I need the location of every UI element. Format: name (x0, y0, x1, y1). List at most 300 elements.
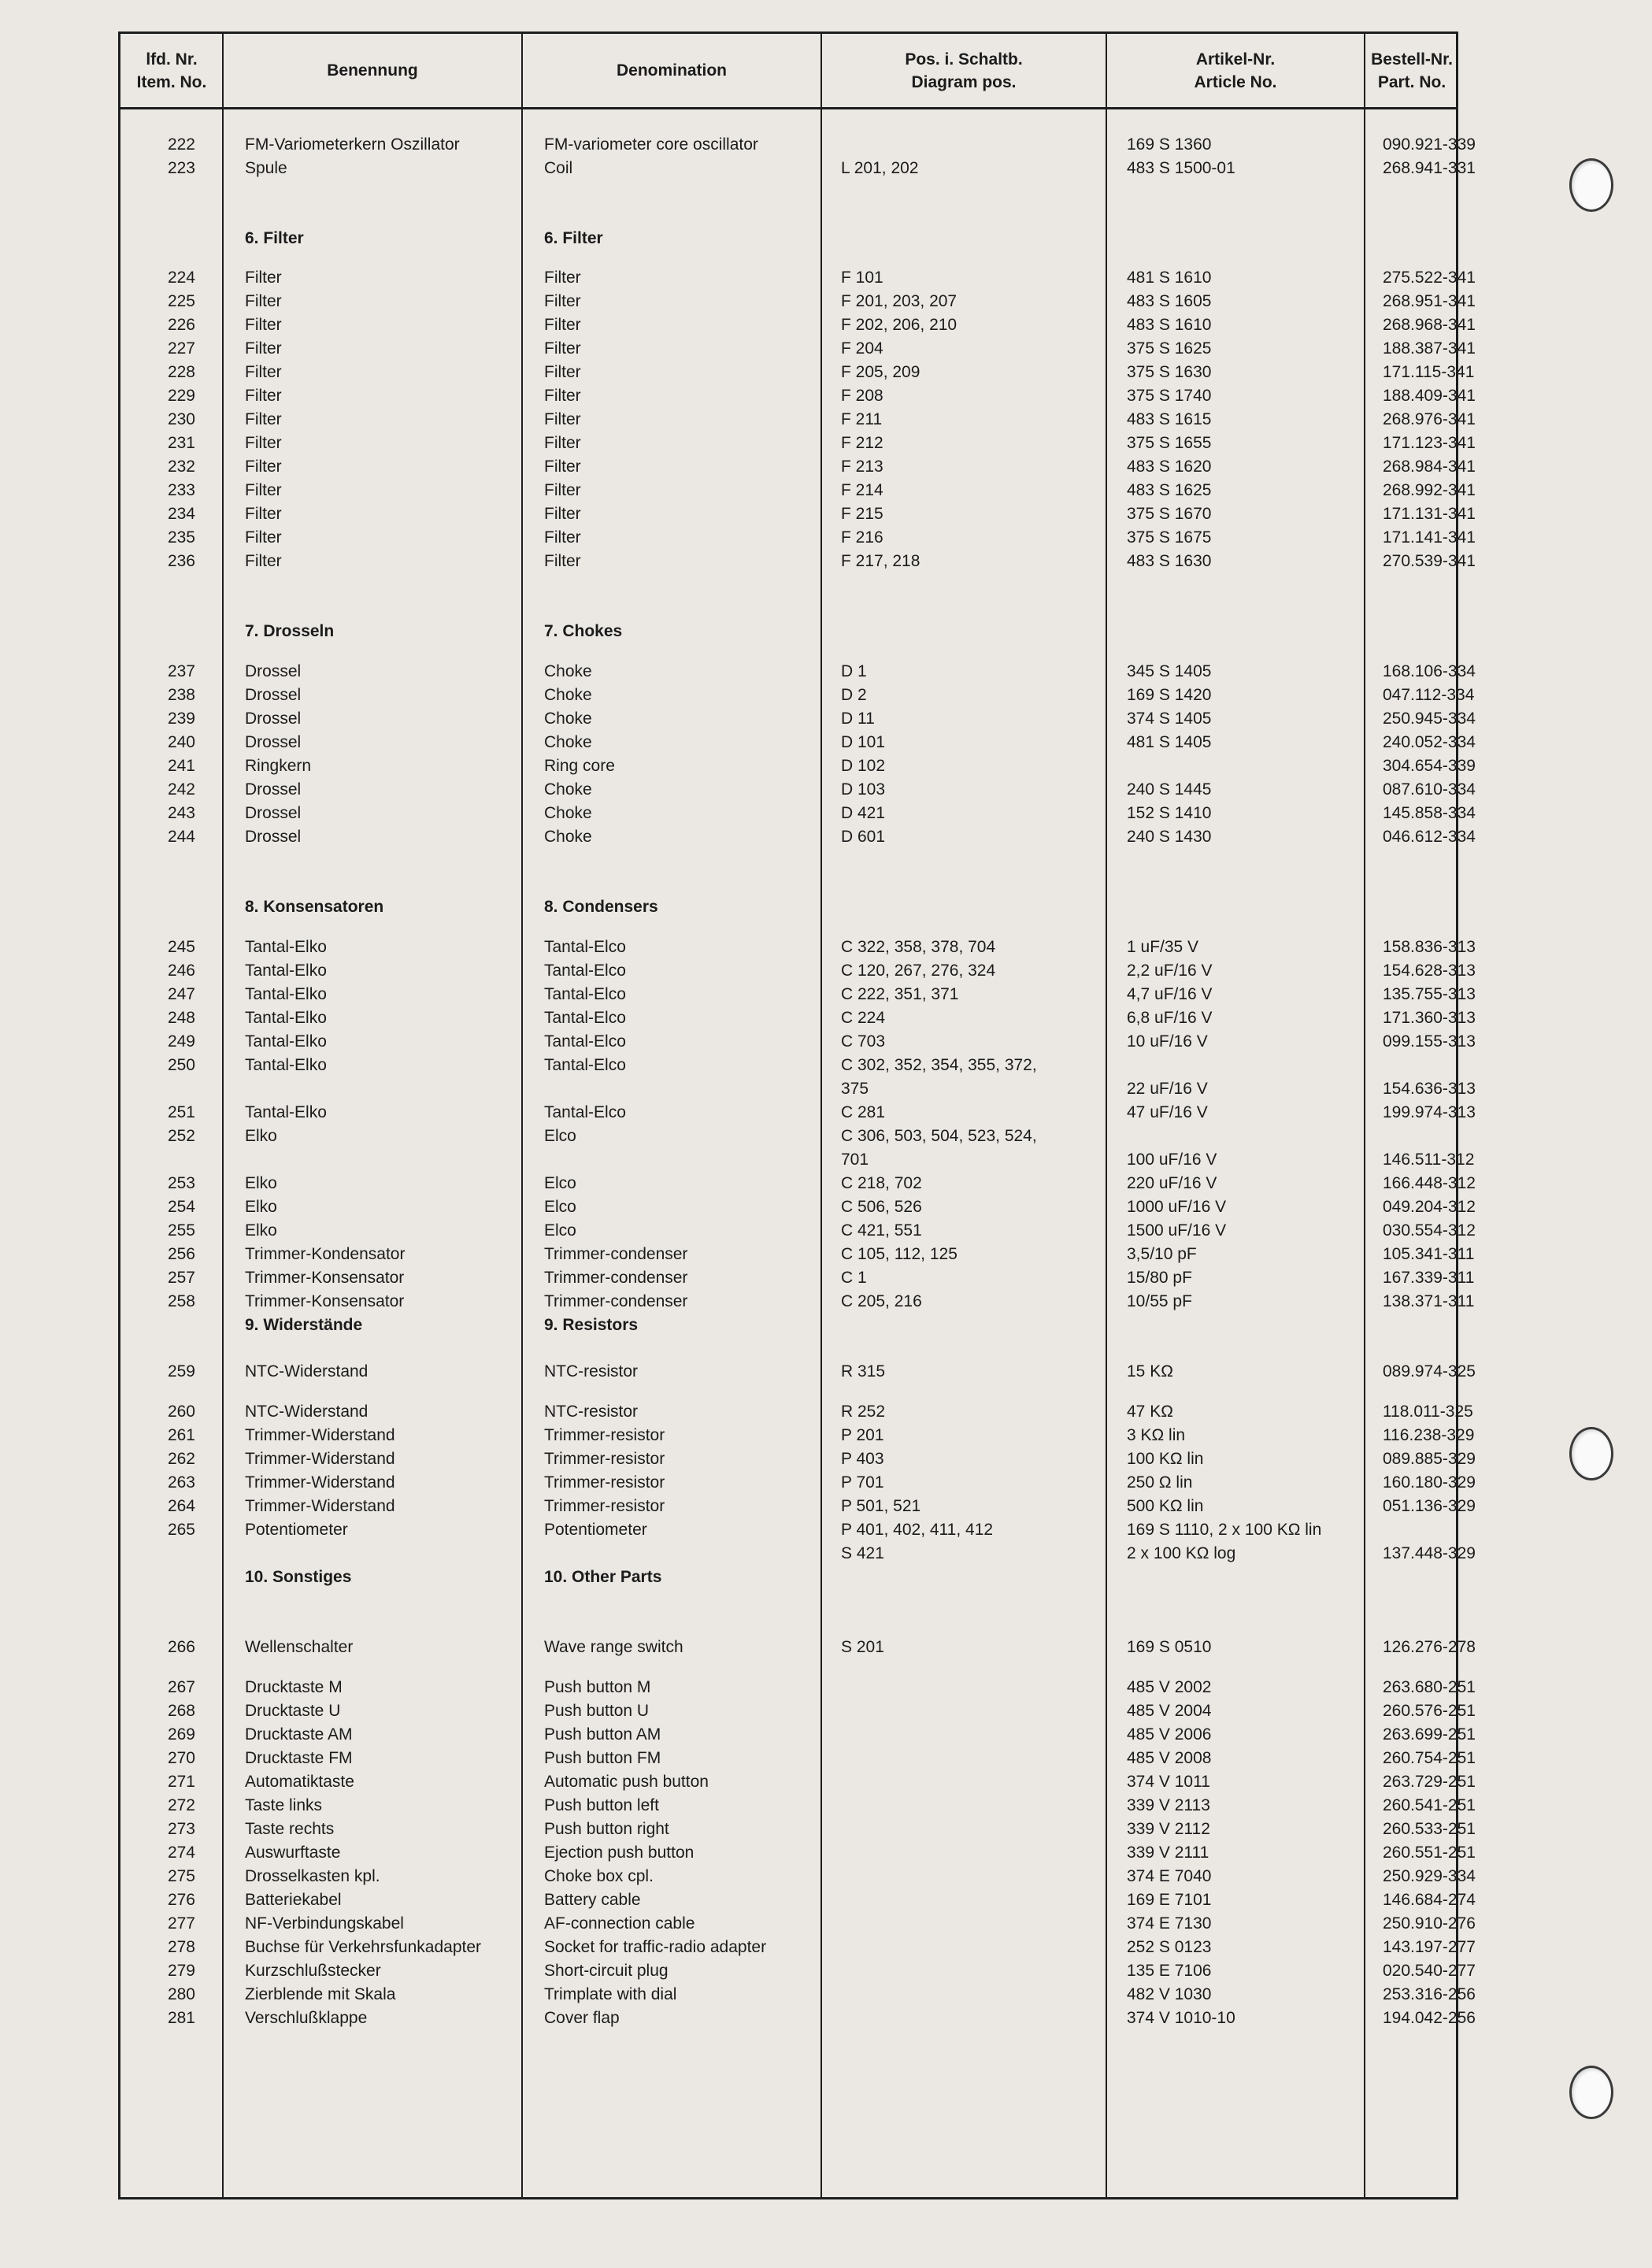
cell-en: Push button U (544, 1702, 650, 1720)
table-row (120, 1172, 1476, 1195)
table-row (120, 361, 1475, 384)
cell-en: Cover flap (544, 2009, 620, 2027)
cell-art: 250 Ω lin (1127, 1473, 1193, 1492)
cell-art: 483 S 1500-01 (1127, 159, 1235, 177)
cell-de: Trimmer-Widerstand (245, 1497, 395, 1515)
cell-part: 260.533-251 (1383, 1820, 1476, 1838)
cell-en: Elco (544, 1174, 576, 1192)
table-row (120, 1054, 1476, 1098)
cell-en: Short-circuit plug (544, 1962, 669, 1980)
cell-item: 263 (167, 1473, 195, 1492)
section-title: 8. Konsensatoren (245, 898, 384, 916)
cell-art: 483 S 1610 (1127, 316, 1212, 334)
cell-art: 22 uF/16 V (1127, 1080, 1208, 1098)
cell-en: Trimmer-resistor (544, 1473, 665, 1492)
cell-part: 051.136-329 (1383, 1497, 1476, 1515)
cell-en: Elco (544, 1127, 576, 1145)
cell-en: Potentiometer (544, 1521, 647, 1539)
cell-de: Drucktaste FM (245, 1749, 353, 1767)
table-row (120, 455, 1476, 479)
cell-part: 154.636-313 (1383, 1080, 1476, 1098)
cell-de: Drossel (245, 828, 302, 846)
cell-en: NTC-resistor (544, 1403, 638, 1421)
cell-art: 374 E 7130 (1127, 1914, 1212, 1933)
cell-art: 485 V 2004 (1127, 1702, 1212, 1720)
cell-art: 252 S 0123 (1127, 1938, 1212, 1956)
cell-part: 099.155-313 (1383, 1032, 1476, 1051)
cell-item: 248 (167, 1009, 195, 1027)
cell-en: AF-connection cable (544, 1914, 695, 1933)
cell-de: Elko (245, 1174, 277, 1192)
cell-item: 257 (167, 1269, 195, 1287)
cell-part: 194.042-256 (1383, 2009, 1476, 2027)
cell-de: Filter (245, 316, 282, 334)
cell-item: 224 (167, 269, 195, 287)
cell-item: 232 (167, 458, 195, 476)
cell-de: Tantal-Elko (245, 1056, 327, 1074)
cell-pos: F 215 (841, 505, 883, 523)
cell-de: Trimmer-Konsensator (245, 1292, 405, 1310)
cell-part: 089.974-325 (1383, 1362, 1476, 1380)
cell-art: 485 V 2008 (1127, 1749, 1212, 1767)
cell-art: 15 KΩ (1127, 1362, 1173, 1380)
cell-item: 252 (167, 1127, 195, 1145)
header-diagram-pos: Pos. i. Schaltb. Diagram pos. (905, 50, 1023, 91)
cell-pos: F 217, 218 (841, 552, 920, 570)
cell-part: 126.276-278 (1383, 1638, 1476, 1656)
cell-item: 255 (167, 1221, 195, 1240)
cell-en: Choke box cpl. (544, 1867, 654, 1885)
punch-hole-bottom (1569, 2066, 1613, 2119)
cell-de: NF-Verbindungskabel (245, 1914, 404, 1933)
cell-art: 47 KΩ (1127, 1403, 1173, 1421)
cell-de: Tantal-Elko (245, 962, 327, 980)
cell-art: 375 S 1655 (1127, 434, 1212, 452)
cell-de: Trimmer-Kondensator (245, 1245, 406, 1263)
cell-de: NTC-Widerstand (245, 1403, 369, 1421)
table-row (120, 1006, 1476, 1030)
cell-art: 3,5/10 pF (1127, 1245, 1197, 1263)
cell-pos: F 205, 209 (841, 363, 920, 381)
table-row (120, 290, 1476, 313)
header-article-no: Artikel-Nr. Article No. (1194, 50, 1277, 91)
cell-pos: C 224 (841, 1009, 886, 1027)
cell-part: 263.699-251 (1383, 1725, 1476, 1744)
table-row (120, 983, 1476, 1006)
cell-de: FM-Variometerkern Oszillator (245, 135, 460, 154)
cell-pos: D 2 (841, 686, 867, 704)
table-row (120, 1125, 1475, 1169)
cell-en: NTC-resistor (544, 1362, 638, 1380)
cell-item: 267 (167, 1678, 195, 1696)
cell-de: Drossel (245, 804, 302, 822)
cell-pos: F 204 (841, 339, 883, 358)
cell-de: Tantal-Elko (245, 1009, 327, 1027)
cell-en: Tantal-Elco (544, 1103, 626, 1121)
cell-item: 238 (167, 686, 195, 704)
cell-part: 137.448-329 (1383, 1544, 1476, 1562)
cell-en: Elco (544, 1221, 576, 1240)
cell-en: Battery cable (544, 1891, 641, 1909)
cell-de: Tantal-Elko (245, 1103, 327, 1121)
cell-en: Filter (544, 458, 581, 476)
cell-item: 271 (167, 1773, 195, 1791)
cell-part: 188.409-341 (1383, 387, 1476, 405)
cell-en: Filter (544, 552, 581, 570)
cell-en: Tantal-Elco (544, 1056, 626, 1074)
cell-item: 237 (167, 662, 195, 680)
cell-part: 268.951-341 (1383, 292, 1476, 310)
cell-de: Filter (245, 269, 282, 287)
cell-art: 47 uF/16 V (1127, 1103, 1208, 1121)
cell-item: 249 (167, 1032, 195, 1051)
cell-item: 234 (167, 505, 195, 523)
cell-en: Tantal-Elco (544, 1032, 626, 1051)
cell-part: 089.885-329 (1383, 1450, 1476, 1468)
header-benennung: Benennung (327, 61, 418, 80)
cell-pos: C 222, 351, 371 (841, 985, 959, 1003)
cell-en: Choke (544, 804, 592, 822)
cell-de: Trimmer-Widerstand (245, 1473, 395, 1492)
cell-art: 10 uF/16 V (1127, 1032, 1208, 1051)
cell-art: 500 KΩ lin (1127, 1497, 1204, 1515)
cell-de: Drossel (245, 733, 302, 751)
cell-en: Filter (544, 387, 581, 405)
cell-en: Push button AM (544, 1725, 661, 1744)
cell-part: 268.968-341 (1383, 316, 1476, 334)
cell-art: 339 V 2111 (1127, 1844, 1209, 1862)
table-row (120, 1983, 1476, 2007)
cell-item: 259 (167, 1362, 195, 1380)
cell-art: 345 S 1405 (1127, 662, 1212, 680)
table-row (120, 1290, 1475, 1314)
cell-en: Filter (544, 434, 581, 452)
cell-part: 260.551-251 (1383, 1844, 1476, 1862)
cell-art: 240 S 1445 (1127, 780, 1212, 799)
cell-de: Tantal-Elko (245, 1032, 327, 1051)
cell-part: 260.541-251 (1383, 1796, 1476, 1814)
cell-de: Taste rechts (245, 1820, 335, 1838)
cell-item: 258 (167, 1292, 195, 1310)
cell-item: 266 (167, 1638, 195, 1656)
cell-part: 168.106-334 (1383, 662, 1476, 680)
cell-de: Filter (245, 458, 282, 476)
cell-de: Buchse für Verkehrsfunkadapter (245, 1938, 482, 1956)
table-row (120, 707, 1476, 731)
cell-part: 146.684-274 (1383, 1891, 1476, 1909)
cell-pos: F 216 (841, 528, 883, 547)
table-row (120, 337, 1476, 361)
cell-art: 100 uF/16 V (1127, 1151, 1217, 1169)
cell-art: 169 E 7101 (1127, 1891, 1212, 1909)
cell-de: Ringkern (245, 757, 312, 775)
cell-de: Potentiometer (245, 1521, 348, 1539)
cell-part: 260.576-251 (1383, 1702, 1476, 1720)
cell-de: Trimmer-Widerstand (245, 1426, 395, 1444)
section-title: 6. Filter (544, 229, 603, 247)
cell-part: 188.387-341 (1383, 339, 1476, 358)
cell-art: 169 S 1110, 2 x 100 KΩ lin (1127, 1521, 1322, 1539)
cell-pos: C 421, 551 (841, 1221, 922, 1240)
section-heading-row (120, 895, 1456, 919)
cell-item: 270 (167, 1749, 195, 1767)
cell-art: 2 x 100 KΩ log (1127, 1544, 1236, 1562)
table-row (120, 1219, 1476, 1243)
cell-item: 241 (167, 757, 195, 775)
cell-pos: C 506, 526 (841, 1198, 922, 1216)
cell-item: 280 (167, 1985, 195, 2003)
cell-part: 167.339-311 (1383, 1269, 1475, 1287)
cell-en: Trimmer-resistor (544, 1426, 665, 1444)
section-title: 9. Resistors (544, 1316, 639, 1334)
table-row (120, 660, 1476, 684)
table-row (120, 526, 1476, 550)
cell-pos: C 703 (841, 1032, 886, 1051)
cell-item: 273 (167, 1820, 195, 1838)
cell-pos: D 1 (841, 662, 867, 680)
cell-de: Elko (245, 1221, 277, 1240)
cell-item: 230 (167, 410, 195, 428)
cell-art: 3 KΩ lin (1127, 1426, 1186, 1444)
cell-art: 483 S 1615 (1127, 410, 1212, 428)
cell-part: 263.729-251 (1383, 1773, 1476, 1791)
header-item-no: lfd. Nr. Item. No. (136, 50, 207, 91)
cell-item: 228 (167, 363, 195, 381)
cell-item: 275 (167, 1867, 195, 1885)
cell-item: 227 (167, 339, 195, 358)
cell-en: Filter (544, 481, 581, 499)
cell-art: 485 V 2002 (1127, 1678, 1212, 1696)
cell-pos: D 601 (841, 828, 886, 846)
cell-part: 275.522-341 (1383, 269, 1476, 287)
cell-art: 374 V 1011 (1127, 1773, 1210, 1791)
cell-art: 1 uF/35 V (1127, 938, 1199, 956)
table-row (120, 1770, 1476, 1794)
cell-en: Filter (544, 269, 581, 287)
cell-part: 135.755-313 (1383, 985, 1476, 1003)
table-row (120, 2007, 1476, 2030)
cell-item: 256 (167, 1245, 195, 1263)
cell-en: Choke (544, 662, 592, 680)
cell-pos: C 105, 112, 125 (841, 1245, 957, 1263)
cell-de: Filter (245, 339, 282, 358)
cell-pos: R 315 (841, 1362, 886, 1380)
header-part-no: Bestell-Nr. Part. No. (1371, 50, 1453, 91)
cell-pos: S 421 (841, 1544, 884, 1562)
cell-en: Elco (544, 1198, 576, 1216)
cell-de: Filter (245, 292, 282, 310)
cell-en: Filter (544, 505, 581, 523)
cell-item: 253 (167, 1174, 195, 1192)
table-row (120, 502, 1476, 526)
section-title: 10. Sonstiges (245, 1568, 352, 1586)
cell-pos: D 101 (841, 733, 886, 751)
cell-de: Filter (245, 481, 282, 499)
table-row (120, 1495, 1476, 1518)
cell-item: 261 (167, 1426, 195, 1444)
cell-de: Auswurftaste (245, 1844, 341, 1862)
cell-part: 250.929-334 (1383, 1867, 1476, 1885)
cell-pos: L 201, 202 (841, 159, 919, 177)
cell-part: 160.180-329 (1383, 1473, 1476, 1492)
cell-en: Filter (544, 339, 581, 358)
table-row (120, 1400, 1473, 1424)
cell-en: Trimmer-condenser (544, 1245, 688, 1263)
cell-en: Socket for traffic-radio adapter (544, 1938, 767, 1956)
section-heading-row (120, 1566, 1456, 1589)
cell-part: 268.984-341 (1383, 458, 1476, 476)
cell-pos: P 201 (841, 1426, 884, 1444)
cell-de: Zierblende mit Skala (245, 1985, 396, 2003)
table-row (120, 731, 1476, 754)
header-denomination: Denomination (617, 61, 727, 80)
cell-art: 483 S 1620 (1127, 458, 1212, 476)
table-row (120, 1723, 1476, 1747)
cell-pos: C 205, 216 (841, 1292, 922, 1310)
table-row (120, 408, 1476, 432)
cell-part: 090.921-339 (1383, 135, 1476, 154)
cell-item: 265 (167, 1521, 195, 1539)
cell-de: Drossel (245, 780, 302, 799)
section-title: 10. Other Parts (544, 1568, 662, 1586)
table-row (120, 1471, 1476, 1495)
cell-art: 483 S 1630 (1127, 552, 1212, 570)
cell-de: Spule (245, 159, 287, 177)
cell-part: 145.858-334 (1383, 804, 1476, 822)
cell-de: Filter (245, 552, 282, 570)
table-row (120, 1912, 1476, 1936)
cell-de: Filter (245, 528, 282, 547)
cell-en: Tantal-Elco (544, 962, 626, 980)
cell-art: 481 S 1610 (1127, 269, 1212, 287)
cell-item: 247 (167, 985, 195, 1003)
cell-art: 10/55 pF (1127, 1292, 1192, 1310)
cell-art: 100 KΩ lin (1127, 1450, 1204, 1468)
table-row (120, 1030, 1476, 1054)
cell-item: 236 (167, 552, 195, 570)
cell-item: 268 (167, 1702, 195, 1720)
cell-pos: C 302, 352, 354, 355, 372, (841, 1056, 1037, 1074)
cell-pos: C 281 (841, 1103, 886, 1121)
section-title: 6. Filter (245, 229, 304, 247)
cell-item: 272 (167, 1796, 195, 1814)
cell-art: 1500 uF/16 V (1127, 1221, 1227, 1240)
cell-part: 270.539-341 (1383, 552, 1476, 570)
cell-pos: F 202, 206, 210 (841, 316, 957, 334)
cell-item: 251 (167, 1103, 195, 1121)
cell-part: 199.974-313 (1383, 1103, 1476, 1121)
cell-en: Push button left (544, 1796, 659, 1814)
cell-art: 169 S 0510 (1127, 1638, 1212, 1656)
table-row (120, 1794, 1476, 1818)
cell-pos: D 11 (841, 710, 875, 728)
cell-part: 304.654-339 (1383, 757, 1476, 775)
cell-part: 154.628-313 (1383, 962, 1476, 980)
cell-item: 243 (167, 804, 195, 822)
cell-part: 020.540-277 (1383, 1962, 1476, 1980)
cell-pos: F 208 (841, 387, 883, 405)
table-row (120, 684, 1475, 707)
cell-pos: F 101 (841, 269, 883, 287)
cell-en: Choke (544, 686, 592, 704)
table-row (120, 1636, 1476, 1659)
table-row (120, 1360, 1476, 1384)
table-row (120, 1818, 1476, 1841)
cell-part: 087.610-334 (1383, 780, 1476, 799)
cell-de: Tantal-Elko (245, 938, 327, 956)
cell-item: 235 (167, 528, 195, 547)
cell-en: Filter (544, 316, 581, 334)
cell-en: Choke (544, 733, 592, 751)
cell-de: Elko (245, 1198, 277, 1216)
cell-de: Drucktaste M (245, 1678, 343, 1696)
cell-part: 263.680-251 (1383, 1678, 1476, 1696)
cell-art: 2,2 uF/16 V (1127, 962, 1213, 980)
punch-hole-top (1569, 158, 1613, 212)
cell-item: 226 (167, 316, 195, 334)
cell-pos: R 252 (841, 1403, 886, 1421)
cell-art: 220 uF/16 V (1127, 1174, 1217, 1192)
section-title: 7. Drosseln (245, 622, 335, 640)
table-row (120, 384, 1476, 408)
cell-en: Trimmer-resistor (544, 1497, 665, 1515)
cell-item: 222 (167, 135, 195, 154)
cell-part: 049.204-312 (1383, 1198, 1476, 1216)
table-row (120, 1841, 1476, 1865)
cell-item: 250 (167, 1056, 195, 1074)
cell-art: 375 S 1740 (1127, 387, 1212, 405)
cell-part: 046.612-334 (1383, 828, 1476, 846)
section-heading-row (120, 1314, 1456, 1337)
cell-item: 264 (167, 1497, 195, 1515)
table-row (120, 266, 1476, 290)
cell-part: 253.316-256 (1383, 1985, 1476, 2003)
cell-art: 15/80 pF (1127, 1269, 1192, 1287)
cell-en: Filter (544, 363, 581, 381)
cell-item: 240 (167, 733, 195, 751)
cell-en: Filter (544, 292, 581, 310)
table-row (120, 550, 1476, 573)
table-row (120, 313, 1476, 337)
table-row (120, 1959, 1476, 1983)
cell-pos-continued: 375 (841, 1080, 869, 1098)
table-row (120, 1699, 1476, 1723)
cell-part: 047.112-334 (1383, 686, 1475, 704)
cell-art: 339 V 2112 (1127, 1820, 1210, 1838)
cell-en: Choke (544, 828, 592, 846)
cell-art: 240 S 1430 (1127, 828, 1212, 846)
cell-art: 169 S 1360 (1127, 135, 1212, 154)
cell-pos-continued: 701 (841, 1151, 869, 1169)
table-row (120, 157, 1476, 180)
cell-en: Trimplate with dial (544, 1985, 677, 2003)
table-row (120, 1542, 1476, 1566)
cell-item: 244 (167, 828, 195, 846)
cell-en: Tantal-Elco (544, 985, 626, 1003)
cell-en: Choke (544, 780, 592, 799)
table-row (120, 959, 1476, 983)
cell-art: 169 S 1420 (1127, 686, 1212, 704)
cell-part: 171.123-341 (1383, 434, 1476, 452)
cell-de: Filter (245, 363, 282, 381)
cell-art: 135 E 7106 (1127, 1962, 1212, 1980)
table-row (120, 1865, 1476, 1888)
cell-de: Automatiktaste (245, 1773, 354, 1791)
cell-art: 4,7 uF/16 V (1127, 985, 1213, 1003)
cell-art: 483 S 1605 (1127, 292, 1212, 310)
cell-en: Automatic push button (544, 1773, 709, 1791)
cell-en: Tantal-Elco (544, 938, 626, 956)
